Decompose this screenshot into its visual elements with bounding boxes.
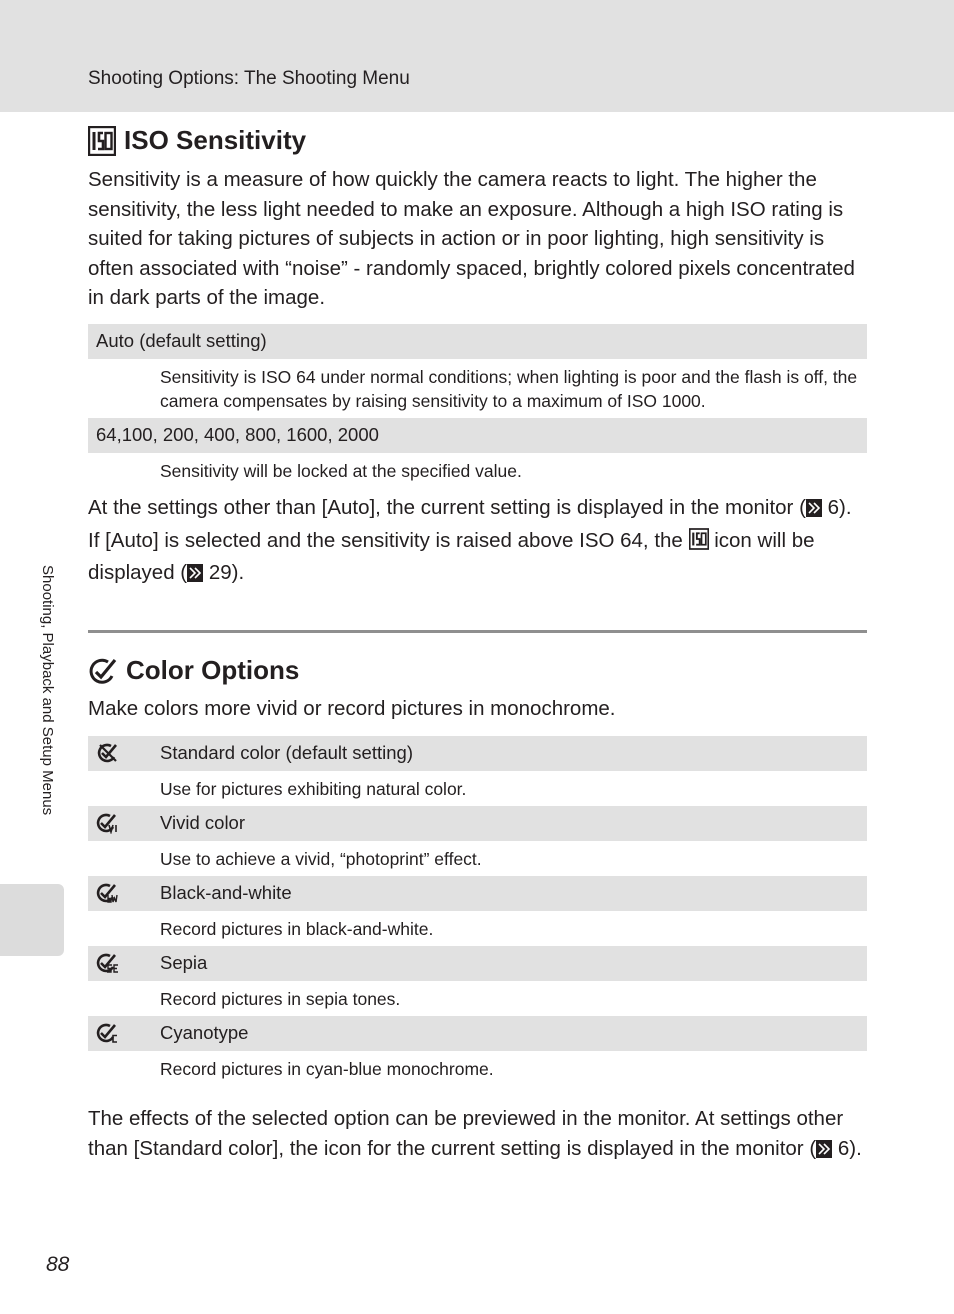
page-number: 88 [46, 1253, 70, 1276]
black-and-white-icon [96, 882, 120, 909]
iso-title-text: ISO Sensitivity [124, 125, 307, 155]
cyanotype-icon [96, 1022, 120, 1049]
vivid-color-icon [96, 812, 120, 839]
color-option-label: Cyanotype [160, 1022, 249, 1043]
page-reference-icon [187, 561, 203, 591]
color-option-bar [88, 1016, 867, 1051]
iso-icon [88, 126, 116, 156]
section-divider [88, 630, 867, 633]
color-option-desc: Record pictures in black-and-white. [160, 919, 434, 939]
iso-section-title [88, 125, 306, 156]
color-option-desc: Use to achieve a vivid, “photoprint” effect. [160, 849, 482, 869]
color-intro: Make colors more vivid or record pictures in monochrome. [88, 697, 616, 720]
color-option-bar [88, 946, 867, 981]
color-option-desc: Record pictures in cyan-blue monochrome. [160, 1059, 494, 1079]
page-reference-icon [816, 1137, 832, 1167]
color-option-label: Black-and-white [160, 882, 292, 903]
iso-option-label: 64,100, 200, 400, 800, 1600, 2000 [96, 424, 379, 445]
color-option-bar [88, 876, 867, 911]
iso-note: At the settings other than [Auto], the current setting is displayed in the monitor ( 6). If [Auto] is selected and the sensitivity is raised above ISO 64, the icon will be displayed ( 29). [88, 493, 868, 591]
iso-intro: Sensitivity is a measure of how quickly the camera reacts to light. The higher the sensitivity, the less light needed to make an exposure. Although a high ISO rating is suited for taking pictures of subjects in action or in poor lighting, high sensitivity is often associated with “noise” - randomly spaced, brightly colored pixels concentrated in dark parts of the image. [88, 168, 855, 309]
side-tab-marker [0, 884, 64, 956]
color-options-icon [88, 656, 118, 686]
color-option-bar [88, 736, 867, 771]
color-option-label: Vivid color [160, 812, 246, 833]
header-band [0, 0, 954, 112]
iso-option-bar [88, 324, 867, 359]
color-option-label: Sepia [160, 952, 208, 973]
iso-option-desc: Sensitivity is ISO 64 under normal conditions; when lighting is poor and the flash is off, the camera compensates by raising sensitivity to a maximum of ISO 1000. [160, 367, 858, 411]
color-title-text: Color Options [126, 655, 300, 685]
iso-option-desc: Sensitivity will be locked at the specified value. [160, 461, 522, 481]
side-tab-label: Shooting, Playback and Setup Menus [39, 565, 56, 816]
color-note: The effects of the selected option can be previewed in the monitor. At settings other than [Standard color], the icon for the current setting is displayed in the monitor ( 6). [88, 1104, 868, 1166]
running-header: Shooting Options: The Shooting Menu [88, 68, 410, 89]
iso-option-bar [88, 418, 867, 453]
color-option-desc: Use for pictures exhibiting natural color. [160, 779, 467, 799]
standard-color-icon [96, 742, 120, 769]
iso-icon [689, 528, 709, 559]
color-option-desc: Record pictures in sepia tones. [160, 989, 401, 1009]
color-option-label: Standard color (default setting) [160, 742, 413, 763]
iso-option-label: Auto (default setting) [96, 330, 267, 351]
page-reference-icon [806, 496, 822, 526]
color-section-title [88, 655, 299, 686]
color-option-bar [88, 806, 867, 841]
sepia-icon [96, 952, 120, 979]
